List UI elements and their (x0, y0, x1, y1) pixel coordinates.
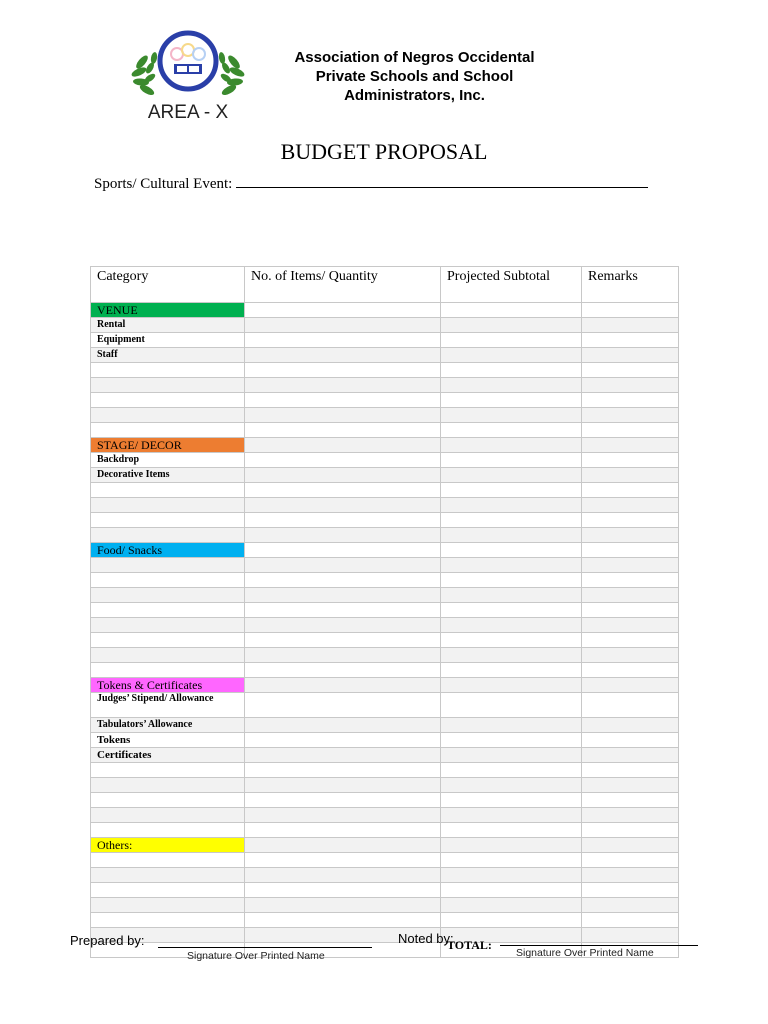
subtotal-cell[interactable] (441, 528, 582, 543)
remarks-cell[interactable] (582, 618, 679, 633)
quantity-cell[interactable] (245, 898, 441, 913)
subtotal-cell[interactable] (441, 558, 582, 573)
table-row (91, 733, 679, 748)
remarks-cell[interactable] (582, 453, 679, 468)
remarks-cell[interactable] (582, 853, 679, 868)
category-cell[interactable] (91, 898, 245, 913)
subtotal-cell[interactable] (441, 748, 582, 763)
category-cell[interactable] (91, 423, 245, 438)
quantity-cell[interactable] (245, 778, 441, 793)
category-cell[interactable] (91, 883, 245, 898)
remarks-cell[interactable] (582, 393, 679, 408)
table-row (91, 763, 679, 778)
quantity-cell[interactable] (245, 318, 441, 333)
table-row (91, 883, 679, 898)
event-label: Sports/ Cultural Event: (94, 176, 233, 192)
category-cell[interactable]: Certificates (91, 748, 245, 763)
category-cell[interactable]: Tabulators’ Allowance (91, 718, 245, 733)
quantity-cell[interactable] (245, 838, 441, 853)
quantity-cell[interactable] (245, 303, 441, 318)
signature-label-right: Signature Over Printed Name (516, 947, 654, 959)
noted-by-label: Noted by: (398, 931, 454, 946)
header-quantity: No. of Items/ Quantity (245, 267, 441, 303)
subtotal-cell[interactable] (441, 423, 582, 438)
subtotal-cell[interactable] (441, 853, 582, 868)
remarks-cell[interactable] (582, 778, 679, 793)
remarks-cell[interactable] (582, 718, 679, 733)
subtotal-cell[interactable] (441, 778, 582, 793)
subtotal-cell[interactable] (441, 763, 582, 778)
table-row (91, 498, 679, 513)
subtotal-cell[interactable] (441, 793, 582, 808)
subtotal-cell[interactable] (441, 453, 582, 468)
organization-name (262, 48, 567, 105)
quantity-cell[interactable] (245, 793, 441, 808)
table-row (91, 778, 679, 793)
table-row (91, 408, 679, 423)
table-row (91, 393, 679, 408)
remarks-cell[interactable] (582, 678, 679, 693)
quantity-cell[interactable] (245, 498, 441, 513)
table-row (91, 318, 679, 333)
remarks-cell[interactable] (582, 883, 679, 898)
category-cell[interactable] (91, 648, 245, 663)
table-row (91, 853, 679, 868)
table-row (91, 558, 679, 573)
quantity-cell[interactable] (245, 603, 441, 618)
subtotal-cell[interactable] (441, 733, 582, 748)
subtotal-cell[interactable] (441, 603, 582, 618)
quantity-cell[interactable] (245, 558, 441, 573)
quantity-cell[interactable] (245, 363, 441, 378)
quantity-cell[interactable] (245, 423, 441, 438)
subtotal-cell[interactable] (441, 823, 582, 838)
table-row (91, 603, 679, 618)
remarks-cell[interactable] (582, 303, 679, 318)
subtotal-cell[interactable] (441, 913, 582, 928)
header-remarks: Remarks (582, 267, 679, 303)
table-row (91, 453, 679, 468)
remarks-cell[interactable] (582, 808, 679, 823)
table-row (91, 573, 679, 588)
table-row (91, 748, 679, 763)
category-cell[interactable] (91, 528, 245, 543)
quantity-cell[interactable] (245, 633, 441, 648)
category-cell[interactable]: VENUE (91, 303, 245, 318)
laurel-left-icon (130, 52, 158, 97)
table-row (91, 468, 679, 483)
category-cell[interactable] (91, 363, 245, 378)
remarks-cell[interactable] (582, 763, 679, 778)
quantity-cell[interactable] (245, 468, 441, 483)
remarks-cell[interactable] (582, 633, 679, 648)
laurel-right-icon (218, 52, 246, 97)
quantity-cell[interactable] (245, 528, 441, 543)
subtotal-cell[interactable] (441, 543, 582, 558)
quantity-cell[interactable] (245, 483, 441, 498)
subtotal-cell[interactable] (441, 318, 582, 333)
table-row (91, 663, 679, 678)
remarks-cell[interactable] (582, 793, 679, 808)
remarks-cell[interactable] (582, 438, 679, 453)
remarks-cell[interactable] (582, 543, 679, 558)
header-category: Category (91, 267, 245, 303)
page-title: BUDGET PROPOSAL (280, 139, 488, 164)
remarks-cell[interactable] (582, 733, 679, 748)
quantity-cell[interactable] (245, 763, 441, 778)
quantity-cell[interactable] (245, 393, 441, 408)
remarks-cell[interactable] (582, 498, 679, 513)
category-cell[interactable]: Rental (91, 318, 245, 333)
table-row (91, 423, 679, 438)
org-line-2: Private Schools and School (315, 68, 514, 85)
category-cell[interactable] (91, 763, 245, 778)
category-cell[interactable] (91, 633, 245, 648)
remarks-cell[interactable] (582, 558, 679, 573)
subtotal-cell[interactable] (441, 838, 582, 853)
budget-table-body (91, 303, 679, 958)
category-cell[interactable] (91, 573, 245, 588)
remarks-cell[interactable] (582, 333, 679, 348)
subtotal-cell[interactable] (441, 868, 582, 883)
total-label: TOTAL: (447, 938, 492, 952)
quantity-cell[interactable] (245, 513, 441, 528)
quantity-cell[interactable] (245, 808, 441, 823)
subtotal-cell[interactable] (441, 513, 582, 528)
table-row (91, 928, 679, 943)
section-row (91, 838, 679, 853)
category-cell[interactable] (91, 868, 245, 883)
quantity-cell[interactable] (245, 573, 441, 588)
quantity-cell[interactable] (245, 883, 441, 898)
remarks-cell[interactable] (582, 693, 679, 718)
section-row (91, 678, 679, 693)
remarks-cell[interactable] (582, 823, 679, 838)
table-row (91, 588, 679, 603)
total-line[interactable] (500, 945, 698, 946)
category-cell[interactable] (91, 778, 245, 793)
subtotal-cell[interactable] (441, 808, 582, 823)
subtotal-cell[interactable] (441, 393, 582, 408)
section-row (91, 543, 679, 558)
remarks-cell[interactable] (582, 513, 679, 528)
category-cell[interactable]: Staff (91, 348, 245, 363)
quantity-cell[interactable] (245, 693, 441, 718)
quantity-cell[interactable] (245, 678, 441, 693)
category-cell[interactable]: Others: (91, 838, 245, 853)
quantity-cell[interactable] (245, 718, 441, 733)
category-cell[interactable] (91, 913, 245, 928)
quantity-cell[interactable] (245, 378, 441, 393)
subtotal-cell[interactable] (441, 898, 582, 913)
remarks-cell[interactable] (582, 868, 679, 883)
subtotal-cell[interactable] (441, 378, 582, 393)
subtotal-cell[interactable] (441, 303, 582, 318)
budget-table (90, 266, 679, 958)
category-cell[interactable]: Judges’ Stipend/ Allowance (91, 693, 245, 718)
subtotal-cell[interactable] (441, 333, 582, 348)
remarks-cell[interactable] (582, 928, 679, 943)
header-subtotal: Projected Subtotal (441, 267, 582, 303)
subtotal-cell[interactable] (441, 438, 582, 453)
table-row (91, 483, 679, 498)
section-row (91, 303, 679, 318)
subtotal-cell[interactable] (441, 718, 582, 733)
table-row (91, 898, 679, 913)
quantity-cell[interactable] (245, 663, 441, 678)
category-cell[interactable] (91, 588, 245, 603)
remarks-cell[interactable] (582, 648, 679, 663)
quantity-cell[interactable] (245, 733, 441, 748)
subtotal-cell[interactable] (441, 573, 582, 588)
remarks-cell[interactable] (582, 318, 679, 333)
quantity-cell[interactable] (245, 333, 441, 348)
remarks-cell[interactable] (582, 528, 679, 543)
table-row (91, 378, 679, 393)
category-cell[interactable]: Backdrop (91, 453, 245, 468)
category-cell[interactable] (91, 853, 245, 868)
category-cell[interactable]: STAGE/ DECOR (91, 438, 245, 453)
svg-text:AREA - X: AREA - X (147, 102, 229, 122)
remarks-cell[interactable] (582, 483, 679, 498)
category-cell[interactable] (91, 393, 245, 408)
table-row (91, 363, 679, 378)
category-cell[interactable]: Tokens & Certificates (91, 678, 245, 693)
subtotal-cell[interactable] (441, 678, 582, 693)
table-row (91, 913, 679, 928)
table-row (91, 528, 679, 543)
subtotal-cell[interactable] (441, 348, 582, 363)
category-cell[interactable] (91, 498, 245, 513)
remarks-cell[interactable] (582, 423, 679, 438)
quantity-cell[interactable] (245, 868, 441, 883)
quantity-cell[interactable] (245, 348, 441, 363)
quantity-cell[interactable] (245, 543, 441, 558)
table-row (91, 693, 679, 718)
prepared-by-line[interactable] (158, 947, 372, 948)
event-field[interactable] (94, 175, 648, 193)
remarks-cell[interactable] (582, 603, 679, 618)
table-row (91, 633, 679, 648)
subtotal-cell[interactable] (441, 483, 582, 498)
remarks-cell[interactable] (582, 913, 679, 928)
category-cell[interactable] (91, 618, 245, 633)
remarks-cell[interactable] (582, 838, 679, 853)
quantity-cell[interactable] (245, 453, 441, 468)
subtotal-cell[interactable] (441, 663, 582, 678)
subtotal-cell[interactable] (441, 618, 582, 633)
subtotal-cell[interactable] (441, 883, 582, 898)
category-cell[interactable] (91, 793, 245, 808)
table-row (91, 333, 679, 348)
remarks-cell[interactable] (582, 363, 679, 378)
table-row (91, 808, 679, 823)
category-cell[interactable]: Food/ Snacks (91, 543, 245, 558)
category-cell[interactable] (91, 663, 245, 678)
quantity-cell[interactable] (245, 588, 441, 603)
subtotal-cell[interactable] (441, 468, 582, 483)
subtotal-cell[interactable] (441, 588, 582, 603)
remarks-cell[interactable] (582, 408, 679, 423)
subtotal-cell[interactable] (441, 648, 582, 663)
area-x-logo (128, 28, 248, 122)
event-blank-line[interactable] (236, 175, 648, 188)
remarks-cell[interactable] (582, 378, 679, 393)
quantity-cell[interactable] (245, 823, 441, 838)
category-cell[interactable] (91, 823, 245, 838)
section-row (91, 438, 679, 453)
quantity-cell[interactable] (245, 853, 441, 868)
table-row (91, 348, 679, 363)
category-cell[interactable] (91, 808, 245, 823)
quantity-cell[interactable] (245, 648, 441, 663)
table-row (91, 618, 679, 633)
subtotal-cell[interactable] (441, 693, 582, 718)
org-line-1: Association of Negros Occidental (294, 49, 535, 66)
table-row (91, 718, 679, 733)
remarks-cell[interactable] (582, 748, 679, 763)
table-row (91, 648, 679, 663)
category-cell[interactable]: Tokens (91, 733, 245, 748)
quantity-cell[interactable] (245, 618, 441, 633)
subtotal-cell[interactable] (441, 498, 582, 513)
category-cell[interactable] (91, 378, 245, 393)
remarks-cell[interactable] (582, 898, 679, 913)
subtotal-cell[interactable] (441, 363, 582, 378)
remarks-cell[interactable] (582, 348, 679, 363)
remarks-cell[interactable] (582, 663, 679, 678)
table-row (91, 823, 679, 838)
category-cell[interactable] (91, 603, 245, 618)
quantity-cell[interactable] (245, 438, 441, 453)
table-header-row (91, 267, 679, 303)
category-cell[interactable]: Equipment (91, 333, 245, 348)
prepared-by-label: Prepared by: (70, 933, 145, 948)
category-cell[interactable] (91, 558, 245, 573)
signature-label-left: Signature Over Printed Name (187, 950, 325, 962)
table-row (91, 793, 679, 808)
category-cell[interactable]: Decorative Items (91, 468, 245, 483)
quantity-cell[interactable] (245, 748, 441, 763)
subtotal-cell[interactable] (441, 408, 582, 423)
seal-icon (160, 33, 216, 89)
quantity-cell[interactable] (245, 408, 441, 423)
category-cell[interactable] (91, 513, 245, 528)
quantity-cell[interactable] (245, 913, 441, 928)
table-row (91, 868, 679, 883)
category-cell[interactable] (91, 483, 245, 498)
org-line-3: Administrators, Inc. (344, 87, 485, 104)
category-cell[interactable] (91, 408, 245, 423)
remarks-cell[interactable] (582, 588, 679, 603)
remarks-cell[interactable] (582, 468, 679, 483)
subtotal-cell[interactable] (441, 633, 582, 648)
table-row (91, 513, 679, 528)
remarks-cell[interactable] (582, 573, 679, 588)
